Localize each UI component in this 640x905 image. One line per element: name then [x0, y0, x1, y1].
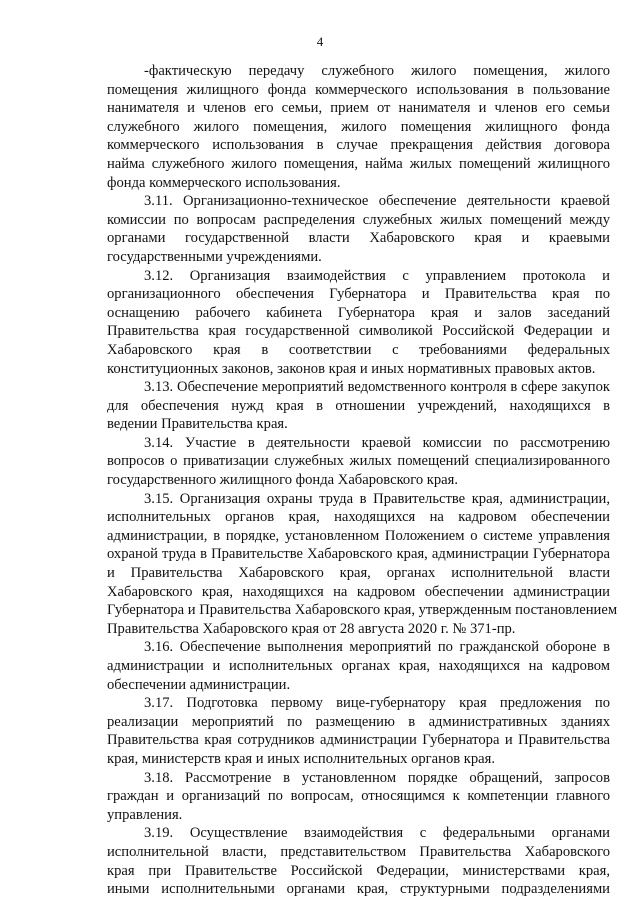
text-line: служебного жилого помещения, жилого помещения жилищного фонда: [107, 118, 610, 135]
text-line: Правительства Хабаровского края от 28 августа 2020 г. № 371-пр.: [107, 620, 516, 637]
paragraph: [107, 694, 610, 768]
text-line: и Правительства Хабаровского края, органах исполнительной власти: [107, 565, 610, 582]
text-line: 3.19. Осуществление взаимодействия с федеральными органами: [144, 825, 610, 842]
paragraph: [107, 192, 610, 266]
text-line: Правительства края сотрудников администрации Губернатора и Правительства: [107, 732, 610, 749]
text-line: комиссии по вопросам распределения служебных жилых помещений между: [107, 211, 610, 228]
text-line: 3.17. Подготовка первому вице-губернатору края предложения по: [144, 695, 610, 712]
text-line: -фактическую передачу служебного жилого помещения, жилого: [144, 63, 610, 79]
text-line: 3.13. Обеспечение мероприятий ведомственного контроля в сфере закупок: [144, 379, 610, 396]
text-line: исполнительных органов края, находящихся на кадровом обеспечении: [107, 509, 610, 526]
text-line: Хабаровского края, находящихся на кадровом обеспечении администрации: [107, 583, 610, 600]
text-line: 3.14. Участие в деятельности краевой комиссии по рассмотрению: [144, 434, 610, 451]
text-line: государственными учреждениями.: [107, 248, 322, 265]
text-line: края при Правительстве Российской Федерации, министерствами края,: [107, 862, 610, 879]
document-body: [107, 62, 618, 899]
text-line: Губернатора и Правительства Хабаровского края, утвержденным постановлением: [107, 602, 618, 619]
text-line: помещения жилищного фонда коммерческого использования в пользование: [107, 81, 610, 98]
text-line: органами государственной власти Хабаровского края и краевыми: [107, 230, 610, 247]
paragraph: [107, 824, 610, 898]
text-line: нанимателя и членов его семьи, прием от нанимателя и членов его семьи: [107, 100, 610, 117]
text-line: администрации и исполнительных органах края, находящихся на кадровом: [107, 658, 610, 674]
text-line: 3.18. Рассмотрение в установленном порядке обращений, запросов: [144, 769, 610, 786]
text-line: 3.11. Организационно-техническое обеспечение деятельности краевой: [144, 193, 610, 210]
text-line: государственного жилищного фонда Хабаровского края.: [107, 472, 459, 489]
paragraph: [107, 267, 610, 379]
paragraph: [107, 62, 610, 192]
text-line: Правительства края государственной символикой Российской Федерации и: [107, 323, 610, 340]
text-line: организационного обеспечения Губернатора и Правительства края по: [107, 286, 610, 303]
text-line: коммерческого использования в случае прекращения действия договора: [107, 137, 610, 154]
paragraph: [107, 638, 610, 694]
text-line: исполнительной власти, представительством Правительства Хабаровского: [107, 843, 610, 860]
text-line: управления.: [107, 806, 183, 823]
paragraph: [107, 490, 618, 639]
text-line: края, министерств края и иных исполнительных органов края.: [107, 750, 496, 767]
paragraph: [107, 434, 610, 490]
text-line: иными исполнительными органами края, структурными подразделениями: [107, 881, 610, 898]
text-line: фонда коммерческого использования.: [107, 174, 341, 191]
text-line: для обеспечения нужд края в отношении учреждений, находящихся в: [107, 397, 610, 414]
page-number: 4: [316, 34, 324, 49]
text-line: граждан и организаций по вопросам, относящимся к компетенции главного: [107, 788, 610, 805]
paragraph: [107, 769, 610, 825]
text-line: оснащению рабочего кабинета Губернатора края и залов заседаний: [107, 304, 610, 321]
text-line: ведении Правительства края.: [107, 416, 288, 433]
text-line: конституционных законов, законов края и иных нормативных правовых актов.: [107, 360, 596, 377]
text-line: Хабаровского края в соответствии с требованиями федеральных: [107, 341, 610, 358]
text-line: найма служебного жилого помещения, найма жилых помещений жилищного: [107, 155, 610, 172]
text-line: 3.12. Организация взаимодействия с управлением протокола и: [144, 267, 610, 284]
text-line: охраной труда в Правительстве Хабаровского края, администрации Губернатора: [107, 546, 610, 563]
text-line: 3.15. Организация охраны труда в Правительстве края, администрации,: [144, 490, 610, 507]
text-line: 3.16. Обеспечение выполнения мероприятий по гражданской обороне в: [144, 639, 610, 656]
text-line: администрации, в порядке, установленном Положением о системе управления: [107, 527, 610, 544]
paragraph: [107, 378, 610, 434]
text-line: обеспечении администрации.: [107, 676, 291, 693]
text-line: вопросов о приватизации служебных жилых помещений специализированного: [107, 453, 610, 470]
text-line: реализации мероприятий по размещению в административных зданиях: [107, 713, 610, 730]
